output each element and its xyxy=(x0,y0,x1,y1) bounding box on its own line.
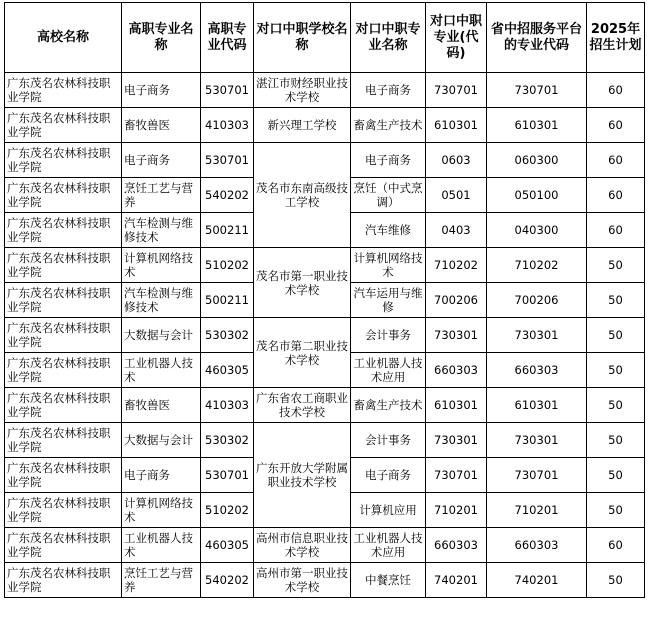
cell-college: 广东茂名农林科技职业学院 xyxy=(5,388,122,423)
cell-major-code: 540202 xyxy=(201,178,254,213)
cell-major: 烹饪工艺与营养 xyxy=(122,178,201,213)
cell-major-code: 530701 xyxy=(201,73,254,108)
cell-major: 电子商务 xyxy=(122,458,201,493)
cell-platform-code: 040300 xyxy=(487,213,587,248)
cell-sec-code: 730301 xyxy=(426,318,487,353)
table-row xyxy=(5,143,645,178)
cell-sec-code: 700206 xyxy=(426,283,487,318)
cell-platform-code: 730301 xyxy=(487,423,587,458)
header-sec-code: 对口中职专业(代码) xyxy=(426,3,487,73)
cell-major: 畜牧兽医 xyxy=(122,108,201,143)
cell-plan: 60 xyxy=(587,143,645,178)
cell-sec-major: 工业机器人技术应用 xyxy=(351,528,426,563)
cell-plan: 50 xyxy=(587,353,645,388)
cell-major-code: 540202 xyxy=(201,563,254,598)
cell-sec-code: 0403 xyxy=(426,213,487,248)
cell-major: 烹饪工艺与营养 xyxy=(122,563,201,598)
cell-plan: 50 xyxy=(587,318,645,353)
cell-plan: 60 xyxy=(587,213,645,248)
cell-major-code: 460305 xyxy=(201,528,254,563)
cell-school: 高州市信息职业技术学校 xyxy=(254,528,351,563)
cell-sec-major: 汽车维修 xyxy=(351,213,426,248)
cell-plan: 60 xyxy=(587,73,645,108)
cell-platform-code: 740201 xyxy=(487,563,587,598)
cell-major: 计算机网络技术 xyxy=(122,493,201,528)
cell-school: 广东省农工商职业技术学校 xyxy=(254,388,351,423)
cell-college: 广东茂名农林科技职业学院 xyxy=(5,563,122,598)
cell-major: 电子商务 xyxy=(122,73,201,108)
cell-platform-code: 730301 xyxy=(487,318,587,353)
cell-sec-major: 电子商务 xyxy=(351,458,426,493)
cell-major: 大数据与会计 xyxy=(122,318,201,353)
cell-platform-code: 660303 xyxy=(487,528,587,563)
cell-college: 广东茂名农林科技职业学院 xyxy=(5,248,122,283)
cell-major-code: 530701 xyxy=(201,143,254,178)
cell-platform-code: 060300 xyxy=(487,143,587,178)
cell-school: 茂名市第二职业技术学校 xyxy=(254,318,351,388)
table-row xyxy=(5,388,645,423)
cell-sec-code: 710202 xyxy=(426,248,487,283)
cell-major: 汽车检测与维修技术 xyxy=(122,283,201,318)
cell-sec-major: 会计事务 xyxy=(351,318,426,353)
table-row xyxy=(5,248,645,283)
cell-sec-major: 电子商务 xyxy=(351,143,426,178)
cell-major: 汽车检测与维修技术 xyxy=(122,213,201,248)
cell-major-code: 510202 xyxy=(201,493,254,528)
cell-major: 工业机器人技术 xyxy=(122,353,201,388)
cell-platform-code: 610301 xyxy=(487,108,587,143)
header-platform-code: 省中招服务平台的专业代码 xyxy=(487,3,587,73)
table-row xyxy=(5,318,645,353)
cell-major: 工业机器人技术 xyxy=(122,528,201,563)
cell-platform-code: 700206 xyxy=(487,283,587,318)
cell-major: 大数据与会计 xyxy=(122,423,201,458)
cell-sec-code: 0603 xyxy=(426,143,487,178)
cell-plan: 50 xyxy=(587,563,645,598)
cell-sec-major: 中餐烹饪 xyxy=(351,563,426,598)
cell-sec-major: 烹饪（中式烹调） xyxy=(351,178,426,213)
cell-major-code: 530302 xyxy=(201,318,254,353)
cell-college: 广东茂名农林科技职业学院 xyxy=(5,493,122,528)
header-plan: 2025年招生计划 xyxy=(587,3,645,73)
header-major-code: 高职专业代码 xyxy=(201,3,254,73)
cell-college: 广东茂名农林科技职业学院 xyxy=(5,353,122,388)
table-row xyxy=(5,528,645,563)
cell-sec-major: 会计事务 xyxy=(351,423,426,458)
cell-plan: 50 xyxy=(587,283,645,318)
cell-major-code: 500211 xyxy=(201,213,254,248)
cell-sec-code: 710201 xyxy=(426,493,487,528)
cell-plan: 50 xyxy=(587,493,645,528)
cell-sec-code: 730701 xyxy=(426,458,487,493)
cell-sec-major: 畜禽生产技术 xyxy=(351,108,426,143)
cell-sec-code: 660303 xyxy=(426,353,487,388)
cell-major-code: 530302 xyxy=(201,423,254,458)
cell-college: 广东茂名农林科技职业学院 xyxy=(5,73,122,108)
cell-school: 茂名市东南高级技工学校 xyxy=(254,143,351,248)
cell-platform-code: 710202 xyxy=(487,248,587,283)
table-row xyxy=(5,108,645,143)
cell-sec-code: 660303 xyxy=(426,528,487,563)
cell-major-code: 530701 xyxy=(201,458,254,493)
cell-school: 湛江市财经职业技术学校 xyxy=(254,73,351,108)
cell-sec-major: 电子商务 xyxy=(351,73,426,108)
cell-sec-major: 计算机应用 xyxy=(351,493,426,528)
cell-major-code: 510202 xyxy=(201,248,254,283)
cell-platform-code: 660303 xyxy=(487,353,587,388)
cell-sec-major: 汽车运用与维修 xyxy=(351,283,426,318)
cell-plan: 60 xyxy=(587,528,645,563)
cell-college: 广东茂名农林科技职业学院 xyxy=(5,458,122,493)
cell-sec-major: 畜禽生产技术 xyxy=(351,388,426,423)
cell-sec-major: 计算机网络技术 xyxy=(351,248,426,283)
cell-college: 广东茂名农林科技职业学院 xyxy=(5,318,122,353)
cell-major-code: 410303 xyxy=(201,388,254,423)
cell-major-code: 410303 xyxy=(201,108,254,143)
header-major: 高职专业名称 xyxy=(122,3,201,73)
cell-college: 广东茂名农林科技职业学院 xyxy=(5,283,122,318)
header-sec-major: 对口中职专业名称 xyxy=(351,3,426,73)
header-row xyxy=(5,3,645,73)
cell-plan: 50 xyxy=(587,248,645,283)
enrollment-table xyxy=(4,2,645,598)
cell-platform-code: 730701 xyxy=(487,458,587,493)
cell-sec-code: 730301 xyxy=(426,423,487,458)
table-row xyxy=(5,73,645,108)
cell-sec-code: 610301 xyxy=(426,108,487,143)
cell-plan: 50 xyxy=(587,458,645,493)
table-row xyxy=(5,563,645,598)
cell-sec-major: 工业机器人技术应用 xyxy=(351,353,426,388)
cell-college: 广东茂名农林科技职业学院 xyxy=(5,143,122,178)
cell-platform-code: 730701 xyxy=(487,73,587,108)
header-college: 高校名称 xyxy=(5,3,122,73)
cell-sec-code: 740201 xyxy=(426,563,487,598)
cell-platform-code: 050100 xyxy=(487,178,587,213)
cell-school: 新兴理工学校 xyxy=(254,108,351,143)
cell-plan: 60 xyxy=(587,178,645,213)
cell-plan: 60 xyxy=(587,108,645,143)
cell-plan: 50 xyxy=(587,388,645,423)
header-school: 对口中职学校名称 xyxy=(254,3,351,73)
cell-college: 广东茂名农林科技职业学院 xyxy=(5,108,122,143)
cell-school: 高州市第一职业技术学校 xyxy=(254,563,351,598)
cell-major-code: 500211 xyxy=(201,283,254,318)
cell-major: 计算机网络技术 xyxy=(122,248,201,283)
cell-college: 广东茂名农林科技职业学院 xyxy=(5,213,122,248)
cell-platform-code: 710201 xyxy=(487,493,587,528)
cell-major: 畜牧兽医 xyxy=(122,388,201,423)
cell-sec-code: 610301 xyxy=(426,388,487,423)
cell-platform-code: 610301 xyxy=(487,388,587,423)
cell-school: 广东开放大学附属职业技术学校 xyxy=(254,423,351,528)
cell-college: 广东茂名农林科技职业学院 xyxy=(5,423,122,458)
cell-college: 广东茂名农林科技职业学院 xyxy=(5,178,122,213)
cell-college: 广东茂名农林科技职业学院 xyxy=(5,528,122,563)
table-row xyxy=(5,423,645,458)
cell-major-code: 460305 xyxy=(201,353,254,388)
cell-major: 电子商务 xyxy=(122,143,201,178)
cell-plan: 50 xyxy=(587,423,645,458)
table-body xyxy=(5,73,645,598)
cell-sec-code: 730701 xyxy=(426,73,487,108)
cell-school: 茂名市第一职业技术学校 xyxy=(254,248,351,318)
cell-sec-code: 0501 xyxy=(426,178,487,213)
